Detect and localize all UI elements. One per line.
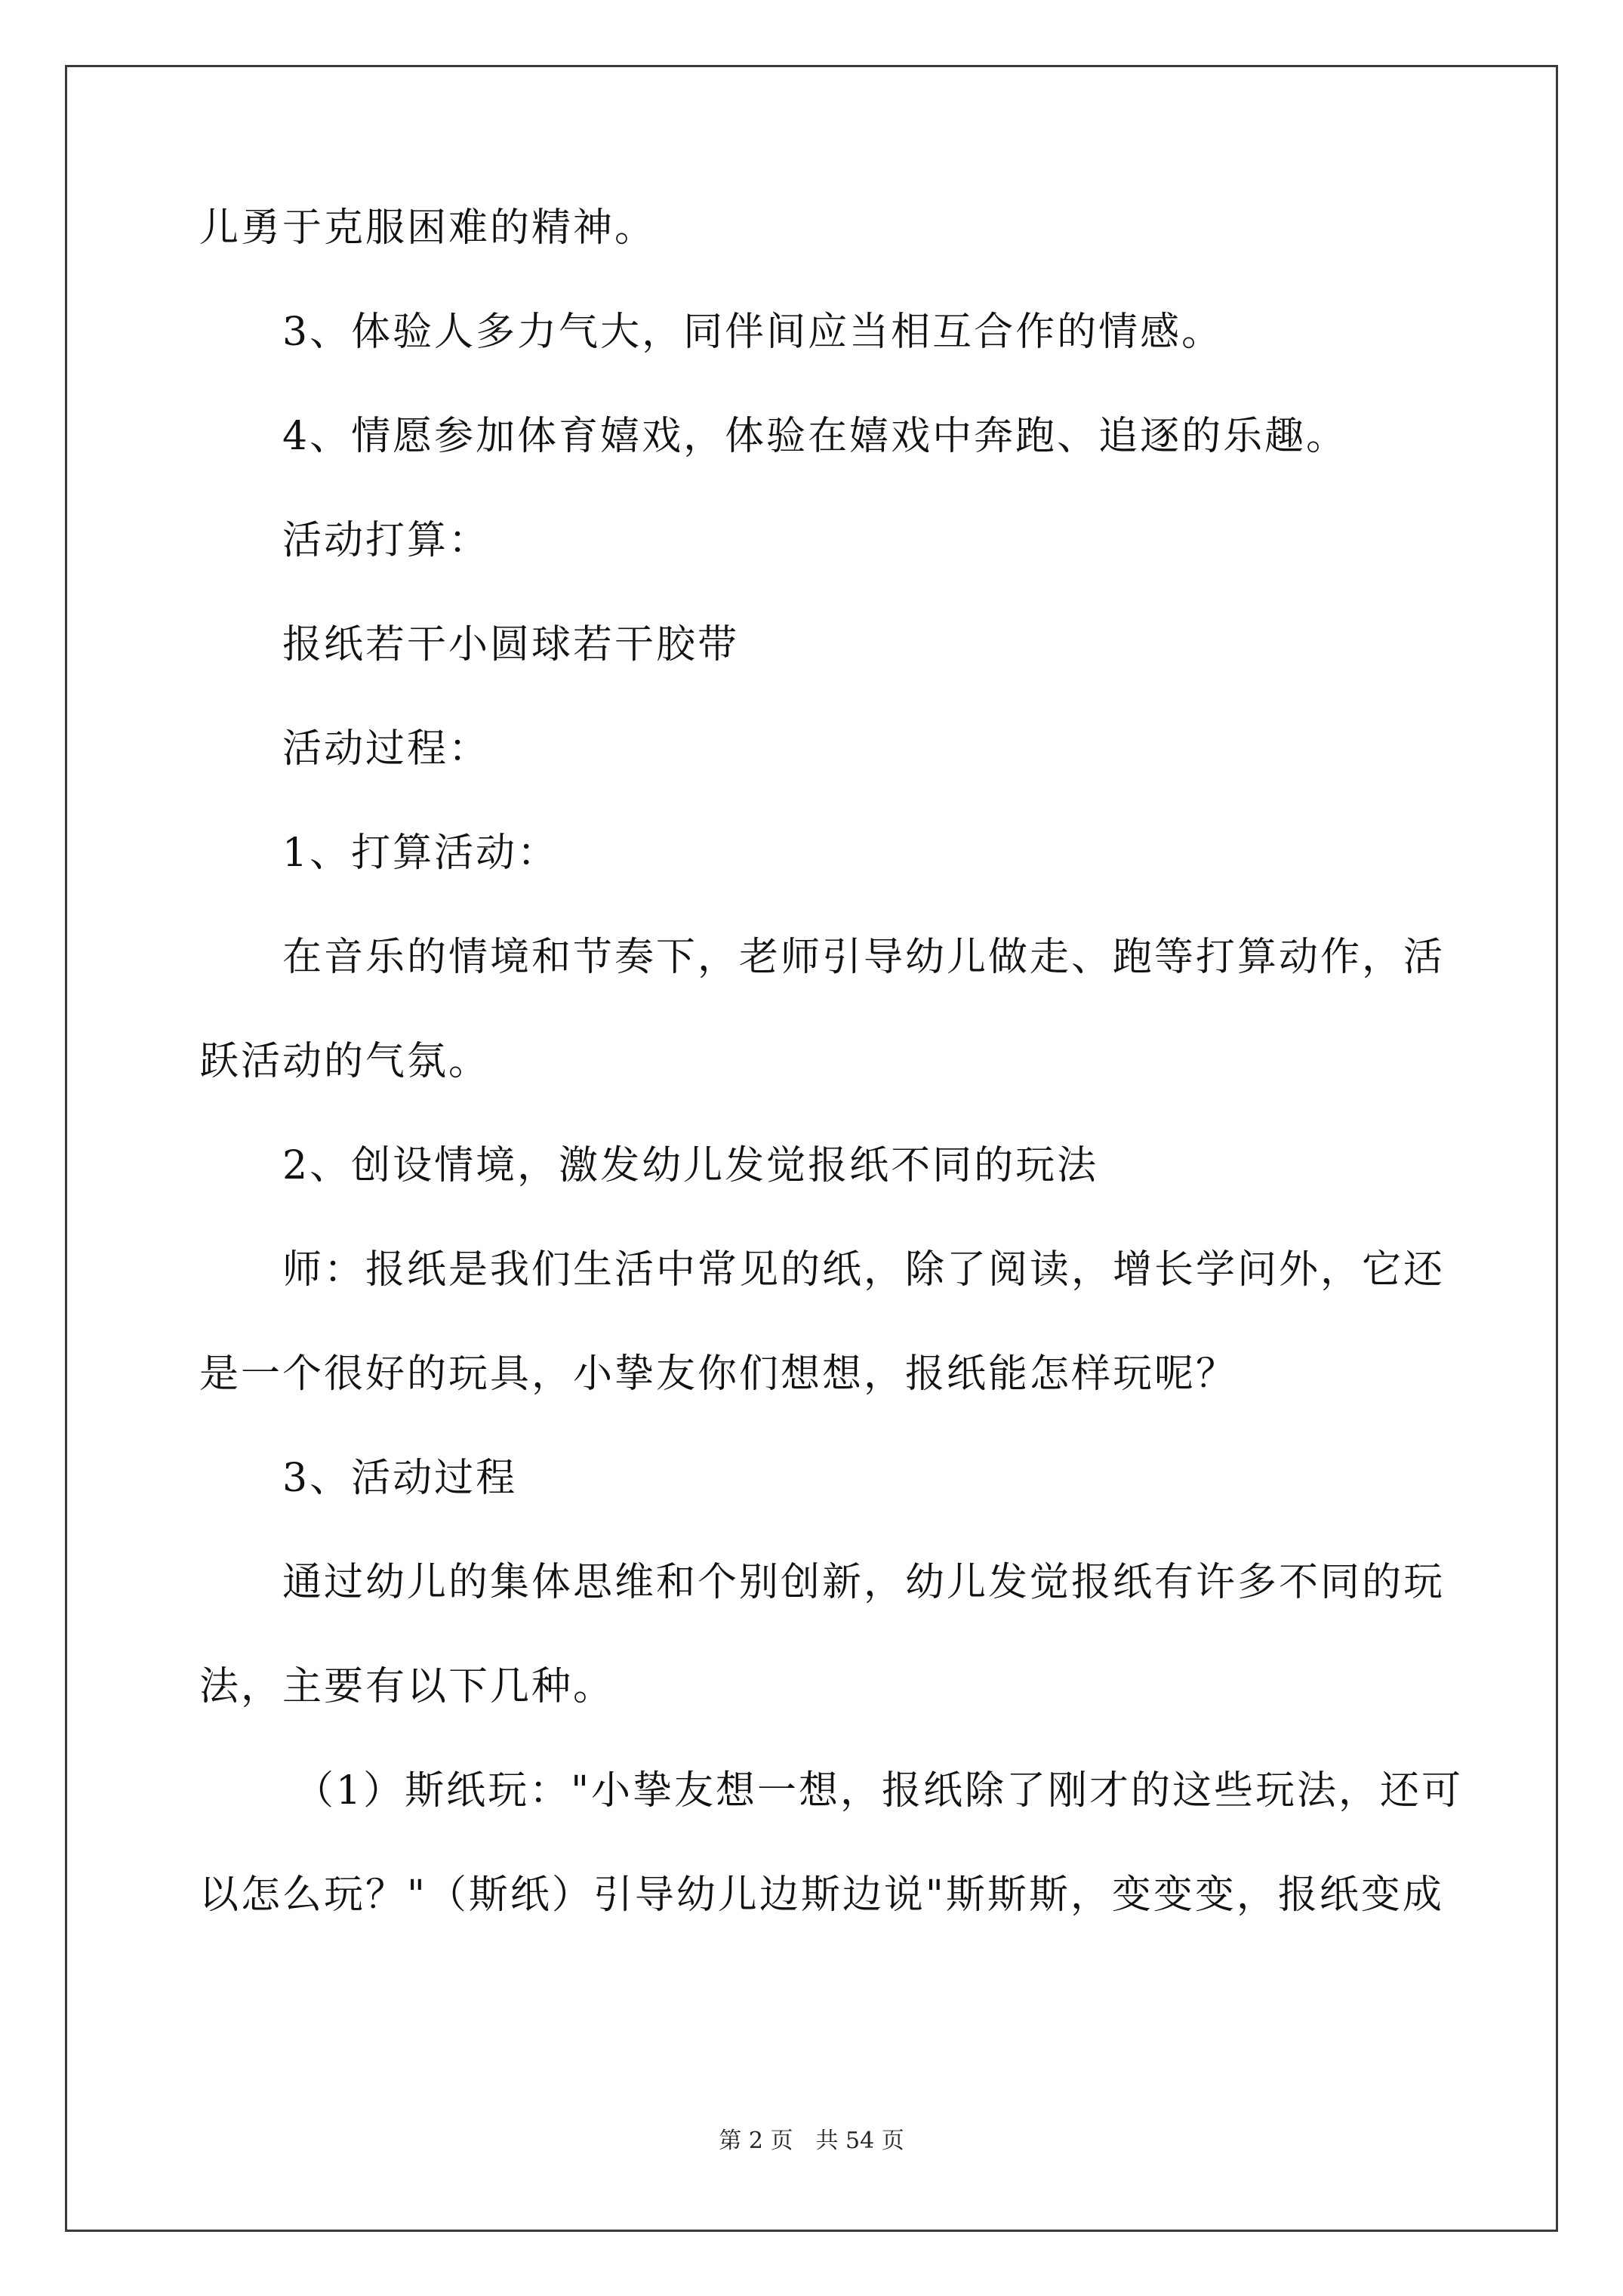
text-line: 活动过程： [282, 726, 491, 772]
page-number-footer: 第 2 页 共 54 页 [719, 2128, 904, 2154]
text-line: 在音乐的情境和节奏下，老师引导幼儿做走、跑等打算动作，活 [282, 935, 1446, 980]
text-line: 跃活动的气氛。 [199, 1039, 491, 1084]
text-line: 1、打算活动： [282, 831, 559, 876]
text-line: 儿勇于克服困难的精神。 [199, 205, 657, 251]
text-line: （1）斯纸玩："小挚友想一想，报纸除了刚才的这些玩法，还可 [294, 1768, 1464, 1814]
text-line: 2、创设情境，激发幼儿发觉报纸不同的玩法 [282, 1143, 1099, 1188]
text-line: 3、活动过程 [282, 1456, 518, 1501]
text-line: 师：报纸是我们生活中常见的纸，除了阅读，增长学问外，它还 [282, 1247, 1446, 1293]
text-line: 法，主要有以下几种。 [199, 1664, 615, 1709]
text-line: 3、体验人多力气大，同伴间应当相互合作的情感。 [282, 310, 1224, 355]
text-line: 活动打算： [282, 518, 491, 563]
text-line: 通过幼儿的集体思维和个别创新，幼儿发觉报纸有许多不同的玩 [282, 1560, 1446, 1605]
text-line: 4、情愿参加体育嬉戏，体验在嬉戏中奔跑、追逐的乐趣。 [282, 414, 1348, 459]
text-line: 报纸若干小圆球若干胶带 [282, 622, 740, 667]
text-line: 以怎么玩？"（斯纸）引导幼儿边斯边说"斯斯斯，变变变，报纸变成 [199, 1872, 1444, 1918]
text-line: 是一个很好的玩具，小挚友你们想想，报纸能怎样玩呢？ [199, 1351, 1238, 1397]
